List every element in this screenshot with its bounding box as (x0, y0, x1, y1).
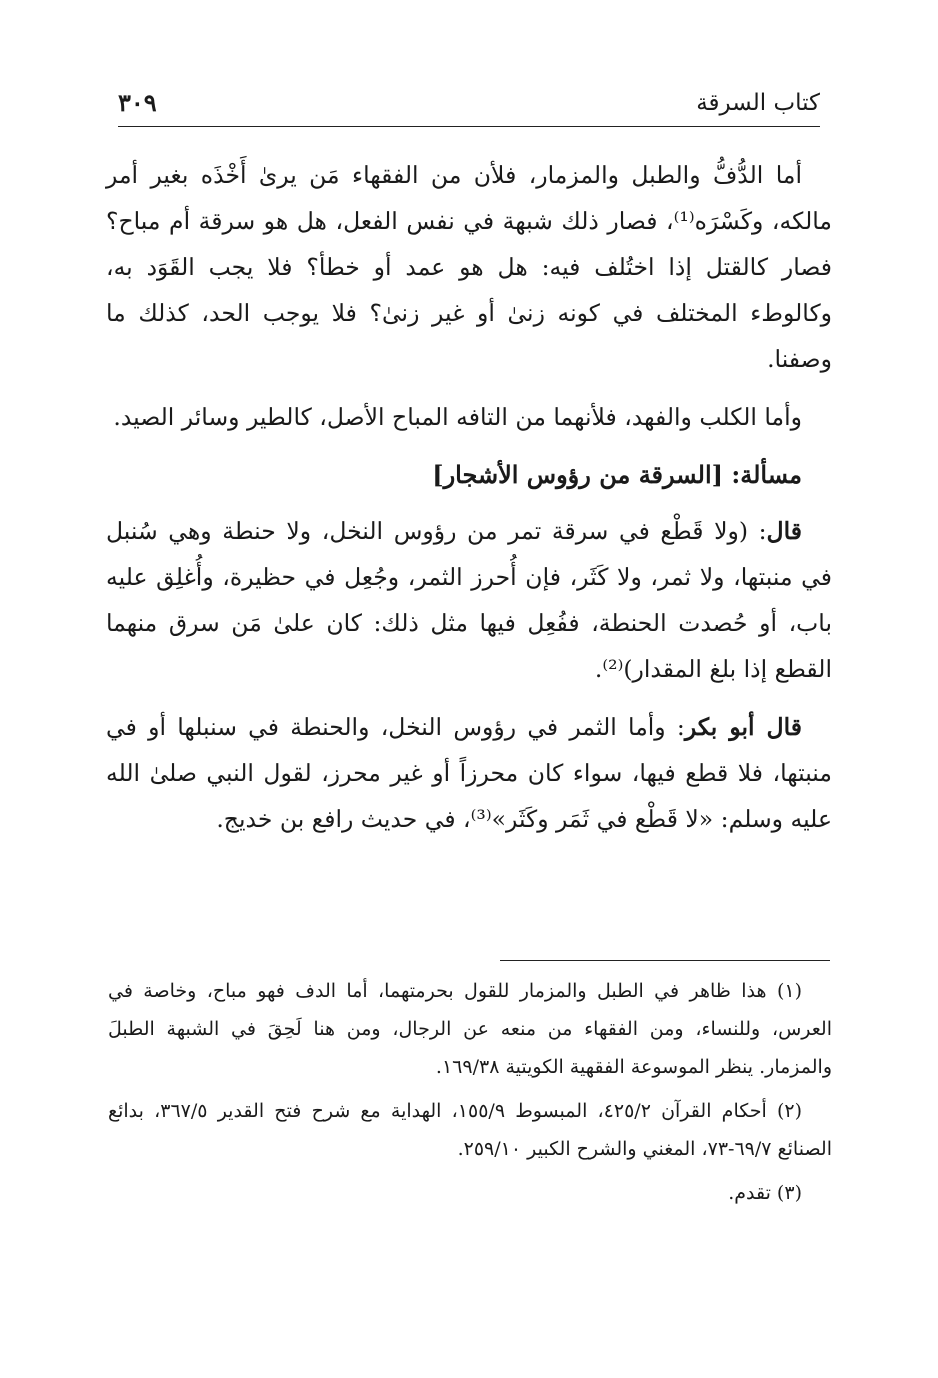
footnote-separator (500, 960, 830, 961)
speaker-label: قال (766, 517, 802, 545)
page-number: ٣٠٩ (118, 88, 157, 117)
footnote: (٢) أحكام القرآن ٤٢٥/٢، المبسوط ١٥٥/٩، الهداية مع شرح فتح القدير ٣٦٧/٥، بدائع الصنائع ٦٩/٧-٧٣، المغني والشرح الكبير ٢٥٩/١٠. (108, 1100, 832, 1160)
running-title: كتاب السرقة (696, 90, 820, 116)
paragraph-text: : (ولا قَطْع في سرقة تمر من رؤوس النخل، ولا حنطة وهي سُنبل في منبتها، ولا ثمر، ولا كَثَر، فإن أُحرز الثمر، وجُعِل في حظيرة، وأُغلِق عليه باب، أو حُصدت الحنطة، ففُعِل فيها مثل ذلك: كان علىٰ مَن سرق منهما القطع إذا بلغ المقدار)⁽²⁾. (106, 517, 832, 683)
section-heading: مسألة: [السرقة من رؤوس الأشجار] (432, 460, 802, 489)
paragraph: أما الدُّفُّ والطبل والمزمار، فلأن من الفقهاء مَن يرىٰ أَخْذَه بغير أمر مالكه، وكَسْرَه⁽¹⁾، فصار ذلك شبهة في نفس الفعل، هل هو سرقة أم مباح؟ فصار كالقتل إذا اختُلف فيه: هل هو عمد أو خطأ؟ فلا يجب القَوَد به، وكالوطء المختلف في كونه زنىٰ أو غير زنىٰ؟ فلا يوجب الحد، كذلك ما وصفنا. (106, 161, 832, 373)
speaker-label: قال أبو بكر (684, 713, 802, 741)
main-text (106, 152, 832, 854)
paragraph (106, 508, 832, 692)
page-header (118, 86, 820, 127)
footnote: (١) هذا ظاهر في الطبل والمزمار للقول بحرمتهما، أما الدف فهو مباح، وخاصة في العرس، وللنساء، ومن الفقهاء من منعه عن الرجال، ومن هنا لَحِقَ في الشبهة الطبلَ والمزمار. ينظر الموسوعة الفقهية الكويتية ١٦٩/٣٨. (108, 980, 832, 1078)
footnotes (108, 972, 832, 1218)
footnote: (٣) تقدم. (728, 1182, 802, 1204)
paragraph (106, 704, 832, 842)
paragraph-text: : وأما الثمر في رؤوس النخل، والحنطة في سنبلها أو في منبتها، فلا قطع فيها، سواء كان محرزاً أو غير محرز، لقول النبي صلىٰ الله عليه وسلم: «لا قَطْع في ثَمَر وكَثَر»⁽³⁾، في حديث رافع بن خديج. (106, 713, 832, 833)
paragraph: وأما الكلب والفهد، فلأنهما من التافه المباح الأصل، كالطير وسائر الصيد. (113, 403, 802, 431)
